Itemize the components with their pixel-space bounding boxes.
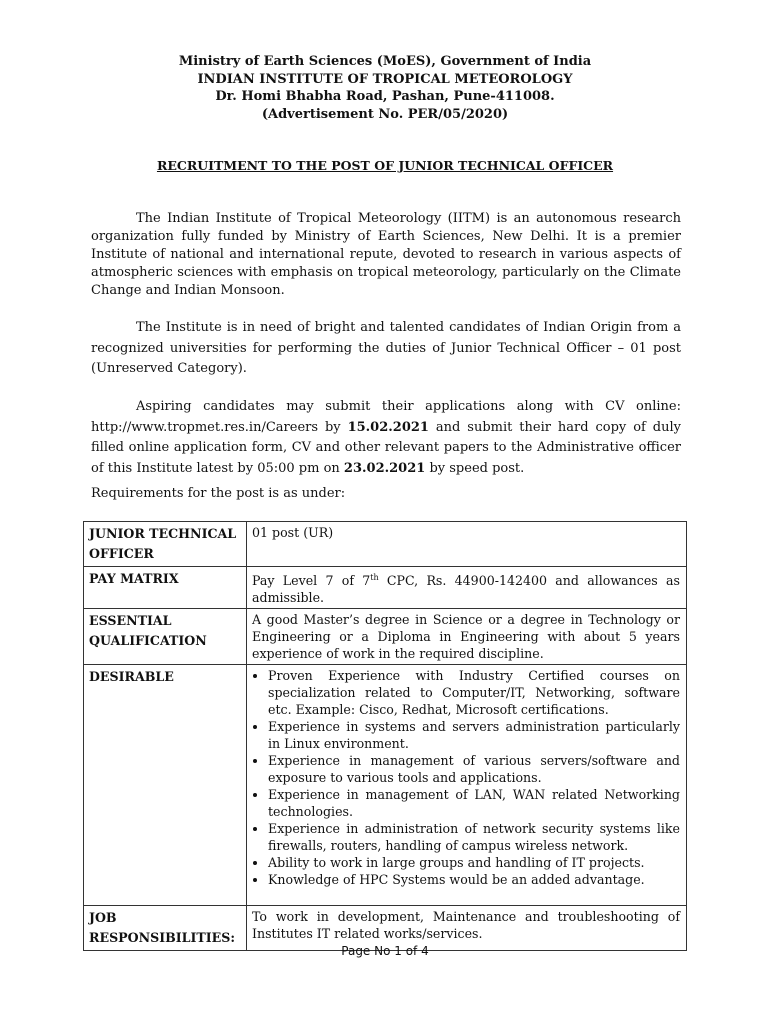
- desirable-label: DESIRABLE: [84, 665, 247, 906]
- online-deadline-date: 15.02.2021: [347, 419, 429, 435]
- job-value: To work in development, Maintenance and troubleshooting of Institutes IT related works/services.: [247, 906, 687, 951]
- post-label: JUNIOR TECHNICAL OFFICER: [84, 522, 247, 567]
- desirable-list: [252, 667, 680, 888]
- desirable-value: [247, 665, 687, 906]
- list-item: • Ability to work in large groups and handling of IT projects.: [268, 854, 680, 871]
- table-row: [84, 665, 687, 906]
- institute-name: INDIAN INSTITUTE OF TROPICAL METEOROLOGY: [197, 71, 573, 87]
- need-paragraph: The Institute is in need of bright and talented candidates of Indian Origin from a recognized universities for performing the duties of Junior Technical Officer – 01 post (Unreserved Category).: [91, 320, 681, 376]
- ministry-line: Ministry of Earth Sciences (MoES), Government of India: [178, 54, 592, 69]
- job-label: JOB RESPONSIBILITIES:: [84, 906, 247, 951]
- pay-superscript: th: [370, 573, 379, 582]
- pay-value: [247, 567, 687, 609]
- hardcopy-deadline-date: 23.02.2021: [343, 460, 426, 476]
- requirements-table: [83, 521, 687, 951]
- intro-paragraph: The Indian Institute of Tropical Meteorology (IITM) is an autonomous research organization fully funded by Ministry of Earth Sciences, New Delhi. It is a premier Institute of national and international repute, devoted to research in various aspects of atmospheric sciences with emphasis on tropical meteorology, particularly on the Climate Change and Indian Monsoon.: [91, 211, 681, 298]
- essential-value: A good Master’s degree in Science or a degree in Technology or Engineering or a Diploma in Engineering with about 5 years experience of work in the required discipline.: [247, 609, 687, 665]
- essential-label: ESSENTIAL QUALIFICATION: [84, 609, 247, 665]
- requirements-intro: Requirements for the post is as under:: [91, 486, 346, 501]
- page-number: Page No 1 of 4: [341, 944, 429, 958]
- application-text-c: by speed post.: [425, 460, 525, 476]
- post-value: 01 post (UR): [247, 522, 687, 567]
- list-item: • Experience in administration of network security systems like firewalls, routers, handling of campus wireless network.: [268, 820, 680, 854]
- institute-address: Dr. Homi Bhabha Road, Pashan, Pune-411008.: [215, 89, 555, 105]
- pay-text-a: Pay Level 7 of 7: [252, 573, 371, 589]
- application-paragraph: [91, 397, 681, 479]
- application-text-a: Aspiring candidates may submit their applications along with CV online: http://www.tropmet.res.in/Careers by: [91, 399, 681, 435]
- list-item: • Proven Experience with Industry Certified courses on specialization related to Computer/IT, Networking, software etc. Example: Cisco, Redhat, Microsoft certifications.: [268, 667, 680, 718]
- table-row: [84, 609, 687, 665]
- list-item: • Experience in management of various servers/software and exposure to various tools and applications.: [268, 752, 680, 786]
- application-text-b: and submit their hard copy of duly filled online application form, CV and other relevant papers to the Administrative officer of this Institute latest by 05:00 pm on: [91, 419, 681, 476]
- pay-text-b: CPC, Rs. 44900-142400 and allowances as admissible.: [252, 573, 680, 606]
- list-item: • Experience in systems and servers administration particularly in Linux environment.: [268, 718, 680, 752]
- list-item: • Knowledge of HPC Systems would be an added advantage.: [268, 871, 680, 888]
- letterhead: [0, 53, 770, 123]
- advertisement-number: (Advertisement No. PER/05/2020): [261, 106, 509, 122]
- table-row: [84, 522, 687, 567]
- list-item: • Experience in management of LAN, WAN related Networking technologies.: [268, 786, 680, 820]
- table-row: [84, 567, 687, 609]
- page-title: RECRUITMENT TO THE POST OF JUNIOR TECHNICAL OFFICER: [156, 158, 614, 173]
- pay-label: PAY MATRIX: [84, 567, 247, 609]
